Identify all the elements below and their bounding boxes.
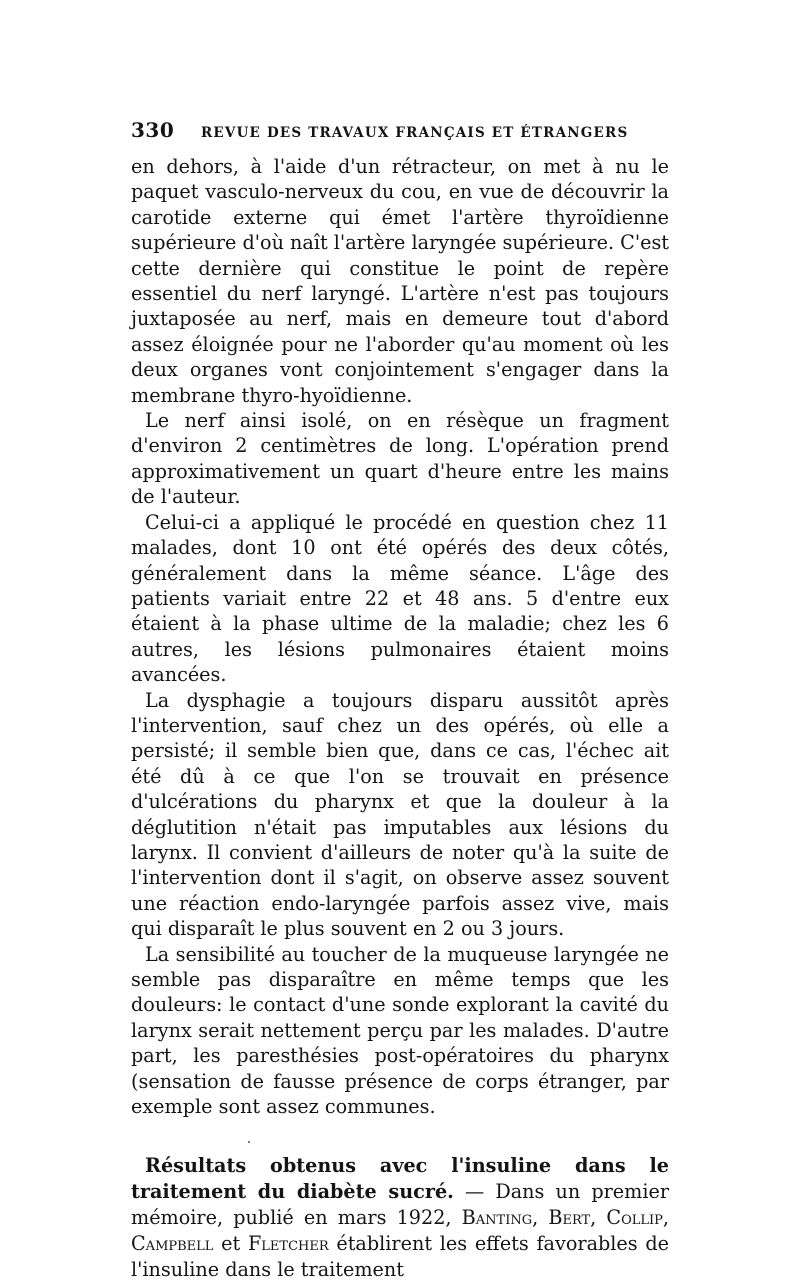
section-dash: — <box>453 1180 496 1204</box>
paragraph: La dysphagie a toujours disparu aussitôt après l'intervention, sauf chez un des opérés, où elle a persisté; il semble bien que, dans ce cas, l'échec ait été dû à ce que l'on se trouvait en présence d'ulcérations du pharynx et que la douleur à la déglutition n'était pas imputables aux lésions du larynx. Il convient d'ailleurs de noter qu'à la suite de l'intervention dont il s'agit, on observe assez souvent une réaction endo-laryngée parfois assez vive, mais qui disparaît le plus souvent en 2 ou 3 jours. <box>131 688 669 941</box>
journal-title: REVUE DES TRAVAUX FRANÇAIS ET ÉTRANGERS <box>201 125 629 141</box>
running-head <box>131 118 669 148</box>
paragraph: Celui-ci a appliqué le procédé en question chez 11 malades, dont 10 ont été opérés des deux côtés, généralement dans la même séance. L'âge des patients variait entre 22 et 48 ans. 5 d'entre eux étaient à la phase ultime de la maladie; chez les 6 autres, les lésions pulmonaires étaient moins avancées. <box>131 510 669 687</box>
section-connector: et <box>213 1232 248 1256</box>
section-authors: Banting, Bert, Collip, Campbell <box>131 1206 670 1256</box>
section-last-author: Fletcher <box>247 1232 329 1256</box>
section-rest: établirent les effets favorables de l'insuline dans le traitement <box>131 1232 669 1282</box>
section-intro: Dans un premier mémoire, publié en mars 1922, <box>131 1180 669 1230</box>
paragraph: La sensibilité au toucher de la muqueuse laryngée ne semble pas disparaître en même temps que les douleurs: le contact d'une sonde explorant la cavité du larynx serait nettement perçu par les malades. D'autre part, les paresthésies post-opératoires du pharynx (sensation de fausse présence de corps étranger, par exemple sont assez communes. <box>131 942 669 1119</box>
section-separator <box>131 1119 669 1153</box>
section-insuline <box>131 1153 669 1283</box>
body-text <box>131 154 669 1119</box>
page <box>131 118 669 1283</box>
paragraph: Le nerf ainsi isolé, on en résèque un fragment d'environ 2 centimètres de long. L'opération prend approximativement un quart d'heure entre les mains de l'auteur. <box>131 409 669 509</box>
section-title: Résultats obtenus avec l'insuline dans le traitement du diabète sucré. <box>131 1154 669 1204</box>
separator-dot <box>248 1141 250 1143</box>
page-number: 330 <box>131 118 175 142</box>
section-paragraph <box>131 1153 669 1283</box>
paragraph: en dehors, à l'aide d'un rétracteur, on met à nu le paquet vasculo-nerveux du cou, en vue de découvrir la carotide externe qui émet l'artère thyroïdienne supérieure d'où naît l'artère laryngée supérieure. C'est cette dernière qui constitue le point de repère essentiel du nerf laryngé. L'artère n'est pas toujours juxtaposée au nerf, mais en demeure tout d'abord assez éloignée pour ne l'aborder qu'au moment où les deux organes vont conjointement s'engager dans la membrane thyro-hyoïdienne. <box>131 155 670 407</box>
